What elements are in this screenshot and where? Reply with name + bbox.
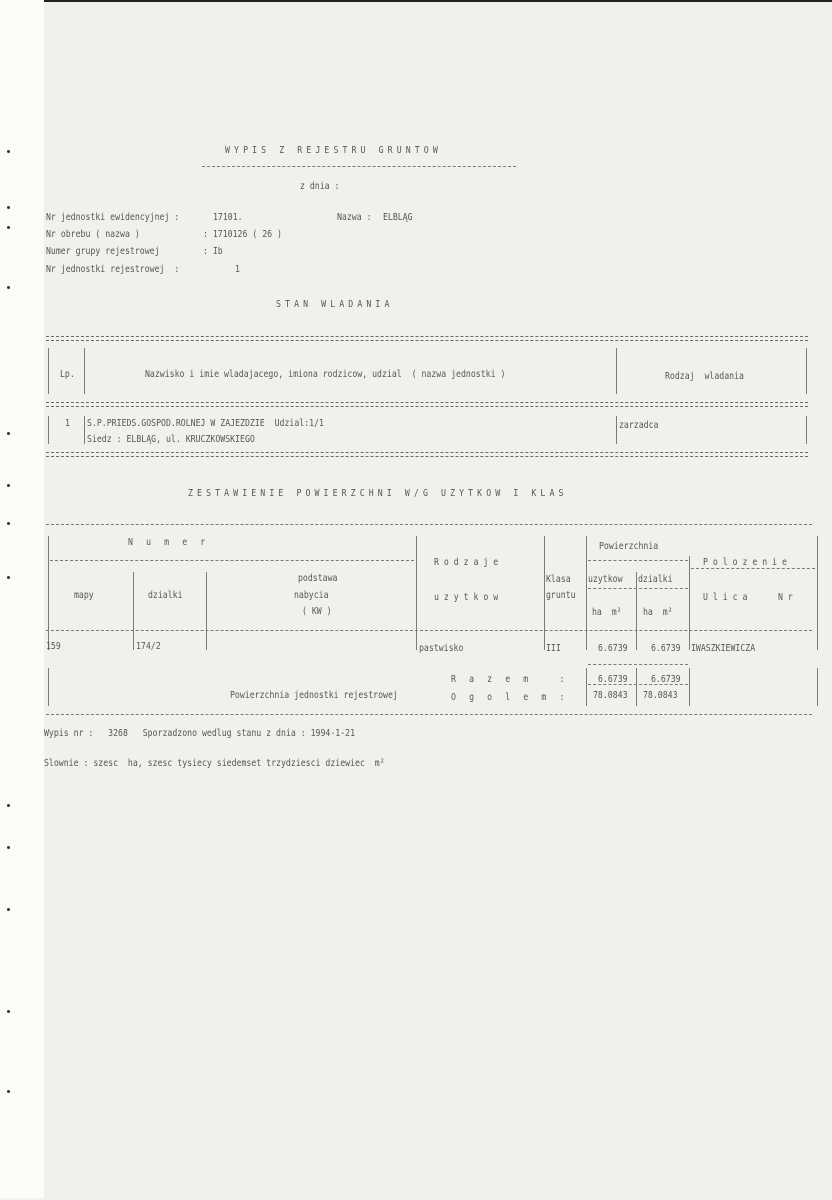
area-heading: ZESTAWIENIE POWIERZCHNI W/G UZYTKOW I KLAS [188, 488, 568, 499]
h-dzialki: dzialki [148, 590, 183, 601]
slownie-line: Slownie : szesc ha, szesc tysiecy siedemset trzydziesci dziewiec m² [44, 758, 385, 769]
h-nabycia: nabycia [294, 590, 329, 601]
h-uzytkow-col: uzytkow [588, 574, 623, 585]
reg-label: Nr jednostki rejestrowej : [46, 264, 180, 275]
row-dzialka: 174/2 [136, 641, 161, 652]
col-lp: Lp. [60, 369, 75, 380]
h-rodzaje: R o d z a j e [434, 557, 499, 568]
reg-value: 1 [235, 264, 240, 275]
ownership-heading: STAN WLADANIA [276, 299, 394, 310]
row-pow-uzytkow: 6.6739 [598, 643, 628, 654]
table-border [806, 416, 807, 444]
h-gruntu: gruntu [546, 590, 576, 601]
punch-hole [7, 226, 10, 229]
table-rule [588, 560, 688, 561]
document-title: WYPIS Z REJESTRU GRUNTOW [225, 145, 442, 156]
row-ulica: IWASZKIEWICZA [691, 643, 756, 654]
col-owner-name: Nazwisko i imie wladajacego, imiona rodzicow, udzial ( nazwa jednostki ) [145, 369, 506, 380]
table-border [806, 348, 807, 394]
table-border [817, 536, 818, 650]
table-rule [588, 588, 688, 589]
table-border [416, 536, 417, 650]
owner-row-type: zarzadca [619, 420, 659, 431]
h-numer: N u m e r [128, 537, 210, 548]
area-header-rule [46, 630, 812, 631]
table-border [636, 572, 637, 650]
h-powierzchnia: Powierzchnia [599, 541, 659, 552]
ownership-bottom-rule [46, 452, 808, 457]
ogolem-uzytkow: 78.0843 [593, 690, 628, 701]
table-border [48, 536, 49, 650]
razem-dzialki: 6.6739 [651, 674, 681, 685]
h-ha-dzialki: ha m² [643, 607, 673, 618]
binding-margin [0, 0, 44, 1198]
precinct-value: : 1710126 ( 26 ) [203, 229, 282, 240]
table-border [586, 536, 587, 650]
ogolem-label: O g o l e m : [451, 692, 569, 703]
unit-label: Nr jednostki ewidencyjnej : [46, 212, 180, 223]
ogolem-dzialki: 78.0843 [643, 690, 678, 701]
table-border [84, 416, 85, 444]
punch-hole [7, 432, 10, 435]
table-border [48, 416, 49, 444]
h-polozenie: P o l o z e n i e [703, 557, 787, 568]
table-border [689, 668, 690, 706]
area-top-rule [46, 524, 812, 525]
table-border [616, 348, 617, 394]
h-ulica: U l i c a [703, 592, 748, 603]
name-value: ELBLĄG [383, 212, 413, 223]
ownership-top-rule [46, 336, 808, 341]
row-mapa: 159 [46, 641, 61, 652]
h-nr: N r [778, 592, 793, 603]
h-podstawa: podstawa [298, 573, 338, 584]
punch-hole [7, 206, 10, 209]
punch-hole [7, 522, 10, 525]
group-value: : Ib [203, 246, 223, 257]
table-border [616, 416, 617, 444]
punch-hole [7, 484, 10, 487]
table-border [206, 572, 207, 650]
punch-hole [7, 1010, 10, 1013]
h-klasa: Klasa [546, 574, 571, 585]
unit-value: 17101. [213, 212, 243, 223]
h-uzytkow: u z y t k o w [434, 592, 499, 603]
total-description: Powierzchnia jednostki rejestrowej [230, 690, 398, 701]
owner-row-seat: Siedz : ELBLĄG, ul. KRUCZKOWSKIEGO [87, 434, 255, 445]
h-mapy: mapy [74, 590, 94, 601]
table-border [544, 536, 545, 650]
name-label: Nazwa : [337, 212, 372, 223]
h-kw: ( KW ) [302, 606, 332, 617]
col-ownership-type: Rodzaj wladania [665, 371, 744, 382]
punch-hole [7, 286, 10, 289]
punch-hole [7, 1090, 10, 1093]
wypis-line: Wypis nr : 3268 Sporzadzono wedlug stanu z dnia : 1994-1-21 [44, 728, 356, 739]
precinct-label: Nr obrebu ( nazwa ) [46, 229, 140, 240]
punch-hole [7, 576, 10, 579]
punch-hole [7, 150, 10, 153]
table-border [84, 348, 85, 394]
owner-row-lp: 1 [65, 418, 70, 429]
punch-hole [7, 908, 10, 911]
table-border [636, 668, 637, 706]
row-pow-dzialki: 6.6739 [651, 643, 681, 654]
title-underline [202, 166, 516, 167]
ownership-mid-rule [46, 402, 808, 407]
group-label: Numer grupy rejestrowej [46, 246, 160, 257]
table-rule [691, 568, 815, 569]
razem-uzytkow: 6.6739 [598, 674, 628, 685]
table-border [133, 572, 134, 650]
table-border [48, 348, 49, 394]
table-border [586, 668, 587, 706]
owner-row-name: S.P.PRIEDS.GOSPOD.ROLNEJ W ZAJEZDZIE Udzial:1/1 [87, 418, 324, 429]
date-line: z dnia : [300, 181, 340, 192]
table-border [48, 668, 49, 706]
table-rule [588, 664, 688, 665]
table-rule [588, 684, 688, 685]
razem-label: R a z e m : [451, 674, 569, 685]
area-bottom-rule [46, 714, 812, 715]
h-dzialki-col: dzialki [638, 574, 673, 585]
row-uzytek: pastwisko [419, 643, 464, 654]
table-rule [50, 560, 414, 561]
table-border [817, 668, 818, 706]
punch-hole [7, 846, 10, 849]
punch-hole [7, 804, 10, 807]
row-klasa: III [546, 643, 561, 654]
h-ha-uzytkow: ha m² [592, 607, 622, 618]
table-border [689, 556, 690, 650]
